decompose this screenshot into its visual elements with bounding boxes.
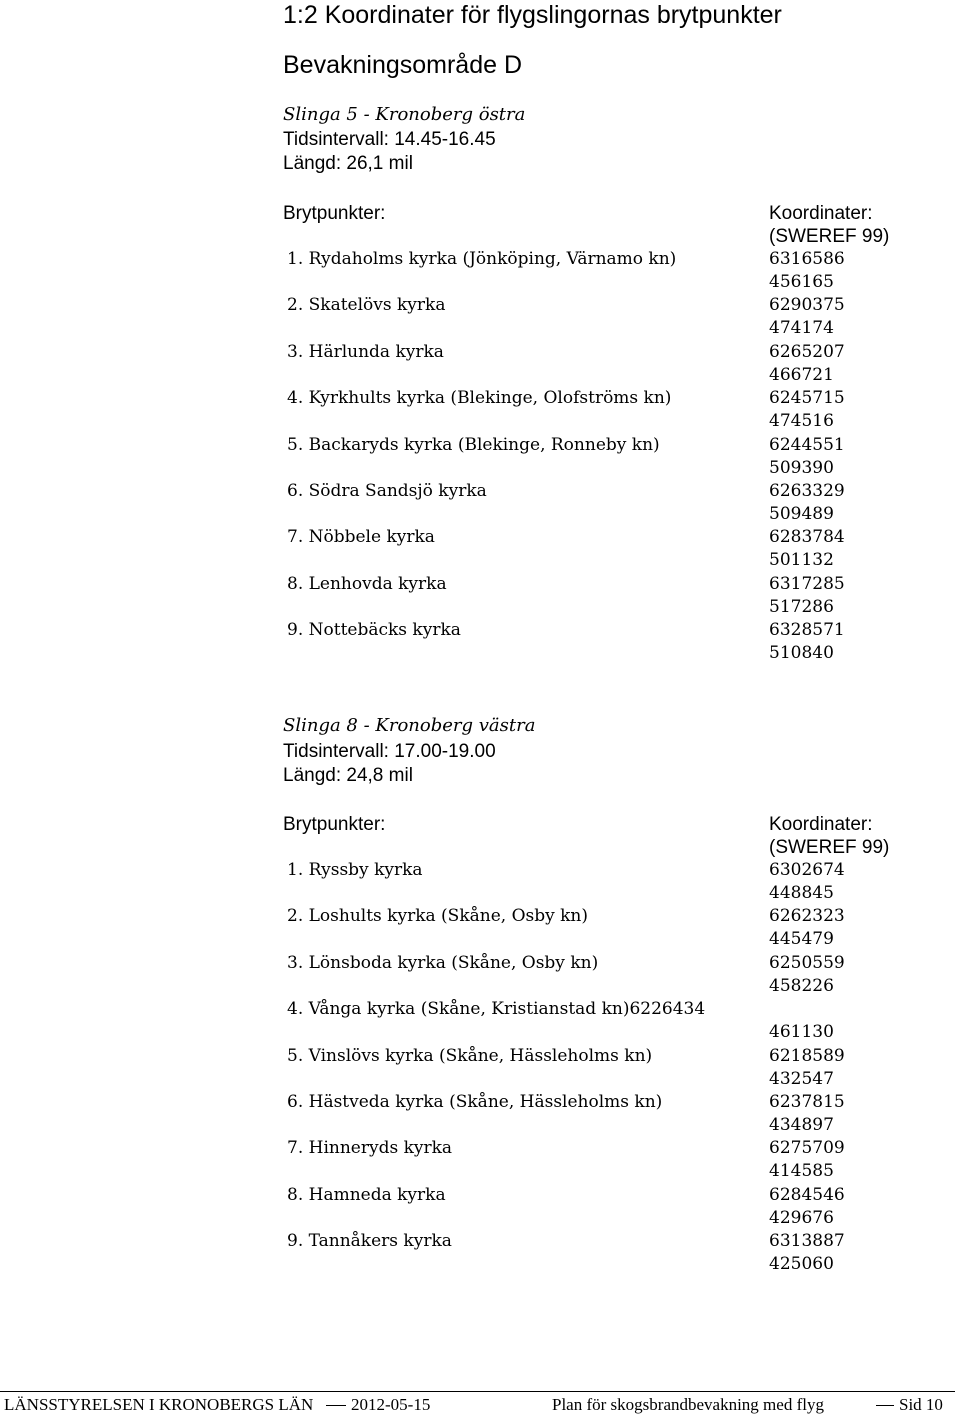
coord-east: 432547 [769,1069,834,1089]
break-point-name: 7. Hinneryds kyrka [287,1138,453,1158]
coord-north: 6302674 [769,860,845,880]
break-point-name: 3. Härlunda kyrka [287,342,444,362]
coord-east: 466721 [769,365,834,385]
coord-north: 6283784 [769,527,845,547]
break-point-name: 6. Södra Sandsjö kyrka [287,481,487,501]
loop5-coords-header: Koordinater: [769,203,873,224]
loop8-coords-header: Koordinater: [769,814,873,835]
footer-dash [876,1405,894,1406]
loop5-coords-system: (SWEREF 99) [769,226,890,247]
coord-east: 474516 [769,411,834,431]
coord-north: 6316586 [769,249,845,269]
break-point-name: 8. Hamneda kyrka [287,1185,446,1205]
coord-north: 6265207 [769,342,845,362]
coord-east: 458226 [769,976,834,996]
coord-north: 6250559 [769,953,845,973]
coord-north: 6245715 [769,388,845,408]
coord-north: 6317285 [769,574,845,594]
coord-north: 6218589 [769,1046,845,1066]
coord-east: 429676 [769,1208,834,1228]
footer-date: 2012-05-15 [351,1395,431,1414]
footer-page-number: Sid 10 [899,1395,943,1414]
area-subtitle: Bevakningsområde D [283,51,523,79]
coord-east: 445479 [769,929,834,949]
loop8-interval: Tidsintervall: 17.00-19.00 [283,741,496,762]
coord-north: 6290375 [769,295,845,315]
coord-north: 6262323 [769,906,845,926]
loop5-points-header: Brytpunkter: [283,203,386,224]
coord-north: 6237815 [769,1092,845,1112]
coord-east: 509489 [769,504,834,524]
coord-east: 510840 [769,643,834,663]
page-title: 1:2 Koordinater för flygslingornas brytpunkter [283,1,782,29]
coord-east: 425060 [769,1254,834,1274]
coord-east: 501132 [769,550,834,570]
break-point-name: 4. Vånga kyrka (Skåne, Kristianstad kn)6226434 [287,999,706,1019]
footer-dash [326,1405,346,1406]
break-point-name: 1. Ryssby kyrka [287,860,423,880]
break-point-name: 2. Loshults kyrka (Skåne, Osby kn) [287,906,589,926]
coord-east: 414585 [769,1161,834,1181]
loop8-title: Slinga 8 - Kronoberg västra [283,715,536,736]
coord-north: 6328571 [769,620,845,640]
loop5-interval: Tidsintervall: 14.45-16.45 [283,129,496,150]
footer-plan-title: Plan för skogsbrandbevakning med flyg [552,1395,824,1414]
break-point-name: 1. Rydaholms kyrka (Jönköping, Värnamo kn) [287,249,677,269]
break-point-name: 7. Nöbbele kyrka [287,527,435,547]
coord-north: 6313887 [769,1231,845,1251]
break-point-name: 8. Lenhovda kyrka [287,574,447,594]
break-point-name: 9. Tannåkers kyrka [287,1231,452,1251]
coord-east: 456165 [769,272,834,292]
break-point-name: 2. Skatelövs kyrka [287,295,446,315]
coord-north: 6284546 [769,1185,845,1205]
coord-east: 509390 [769,458,834,478]
break-point-name: 3. Lönsboda kyrka (Skåne, Osby kn) [287,953,599,973]
footer-organization: LÄNSSTYRELSEN I KRONOBERGS LÄN [4,1395,314,1414]
coord-east: 474174 [769,318,834,338]
coord-north: 6263329 [769,481,845,501]
coord-east: 448845 [769,883,834,903]
coord-north: 6275709 [769,1138,845,1158]
break-point-name: 4. Kyrkhults kyrka (Blekinge, Olofströms kn) [287,388,672,408]
loop5-length: Längd: 26,1 mil [283,153,413,174]
loop5-title: Slinga 5 - Kronoberg östra [283,104,526,125]
footer-rule [0,1391,955,1392]
coord-north: 6244551 [769,435,845,455]
coord-east: 517286 [769,597,834,617]
coord-east: 434897 [769,1115,834,1135]
break-point-name: 5. Vinslövs kyrka (Skåne, Hässleholms kn) [287,1046,653,1066]
break-point-name: 6. Hästveda kyrka (Skåne, Hässleholms kn) [287,1092,663,1112]
loop8-coords-system: (SWEREF 99) [769,837,890,858]
break-point-name: 5. Backaryds kyrka (Blekinge, Ronneby kn) [287,435,660,455]
coord-east: 461130 [769,1022,834,1042]
loop8-length: Längd: 24,8 mil [283,765,413,786]
page-footer [0,1387,960,1418]
break-point-name: 9. Nottebäcks kyrka [287,620,461,640]
loop8-points-header: Brytpunkter: [283,814,386,835]
